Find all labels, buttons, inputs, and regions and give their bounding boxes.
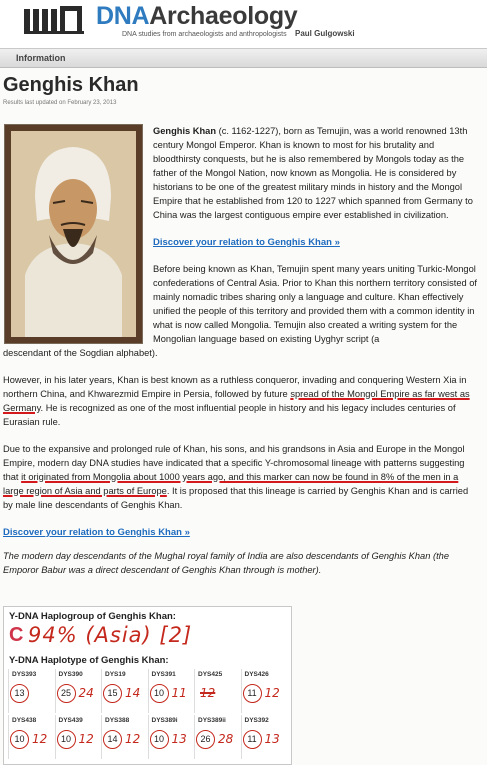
dys-marker-label: DYS438 — [12, 717, 37, 724]
highlighted-marker-origin: it originated from Mongolia about 1000 years ago, and this marker can now be found in 8% of the men in a large region of Asia and parts of Europe — [3, 472, 459, 496]
dys-marker-label: DYS391 — [151, 671, 176, 678]
haplotype-cell — [194, 715, 239, 759]
early-life-paragraph-tail: descendant of the Sogdian alphabet). — [3, 348, 158, 358]
handwritten-haplogroup-note: 94% (Asia) [2] — [28, 623, 193, 647]
early-life-paragraph: Before being known as Khan, Temujin spent many years uniting Turkic-Mongol confederations of Central Asia. Prior to Khan this northern territory consisted of mainly nomadic tribes sharing only a language and culture. Khan effectively unified the people of this territory and provided them with a common identity in what is now called Mongolia. Temujin also created a writing system for the Mongolian language based on existing Uyghyr script (a — [153, 264, 478, 344]
handwritten-dys-note: 12 — [32, 732, 48, 746]
discover-relation-link-1[interactable]: Discover your relation to Genghis Khan » — [153, 237, 340, 248]
site-tagline: DNA studies from archaeologists and anthropologists — [122, 31, 287, 38]
haplotype-cell — [8, 669, 53, 713]
columns-logo-icon — [24, 6, 92, 34]
dys-marker-value: 10 — [10, 730, 29, 749]
highlighted-empire-extent: spread of the Mongol Empire as far west as Germany — [3, 389, 470, 413]
handwritten-dys-note: 28 — [218, 732, 234, 746]
handwritten-dys-note: 12 — [125, 732, 141, 746]
dys-marker-label: DYS392 — [244, 717, 269, 724]
site-logo[interactable]: DNAArchaeology — [96, 2, 298, 30]
haplotype-cell — [241, 715, 286, 759]
dys-marker-label: DYS19 — [105, 671, 126, 678]
mughal-paragraph: The modern day descendants of the Mughal royal family of India are also descendants of Genghis Khan (the Emporor Babur was a direct descendant of Genghis Khan through is mother). — [3, 551, 450, 575]
haplotype-cell — [8, 715, 53, 759]
dys-marker-label: DYS426 — [244, 671, 269, 678]
discover-relation-link-2[interactable]: Discover your relation to Genghis Khan » — [3, 527, 190, 538]
haplotype-cell — [55, 669, 100, 713]
dys-marker-value: 10 — [150, 684, 169, 703]
handwritten-dys-note: 12 — [78, 732, 94, 746]
handwritten-dys-note: 13 — [264, 732, 280, 746]
conquest-paragraph: However, in his later years, Khan is best known as a ruthless conqueror, invading and conquering Western Xia in northern China, and Khwarezmid Empire in Persia, followed by future spread of the Mongol Empire as far west as Germany. He is recognized as one of the most influential people in history and his legacy includes centuries of Eurasian rule. — [3, 375, 470, 427]
site-header — [0, 0, 487, 66]
dys-marker-label: DYS393 — [12, 671, 37, 678]
dys-marker-value: 10 — [57, 730, 76, 749]
author-name[interactable]: Paul Gulgowski — [295, 29, 355, 38]
last-updated: Results last updated on February 23, 2013 — [3, 100, 117, 106]
haplotype-cell — [101, 669, 146, 713]
handwritten-dys-note: 11 — [171, 686, 187, 700]
dna-paragraph: Due to the expansive and prolonged rule of Khan, his sons, and his grandsons in Asia and Europe in the Mongol Empire, modern day DNA studies have indicated that a specific Y-chromosomal lineage with patterns suggesting that it originated from Mongolia about 1000 years ago, and this marker can now be found in 8% of the men in a large region of Asia and parts of Europe. It is proposed that this lineage is carried by Genghis Khan and is carried by male line descendants of Genghis Khan. — [3, 444, 469, 510]
handwritten-dys-note: 12 — [200, 686, 216, 700]
haplotype-row — [8, 669, 288, 713]
dys-marker-label: DYS425 — [198, 671, 223, 678]
nav-item-information[interactable]: Information — [16, 53, 66, 63]
haplogroup-title: Y-DNA Haplogroup of Genghis Khan: — [9, 611, 176, 622]
haplotype-cell — [241, 669, 286, 713]
dys-marker-label: DYS388 — [105, 717, 130, 724]
haplotype-row — [8, 715, 288, 759]
handwritten-dys-note: 12 — [264, 686, 280, 700]
haplotype-title: Y-DNA Haplotype of Genghis Khan: — [9, 655, 169, 666]
dys-marker-value: 25 — [57, 684, 76, 703]
handwritten-dys-note: 24 — [78, 686, 94, 700]
intro-paragraph: Genghis Khan (c. 1162-1227), born as Temujin, was a world renowned 13th century Mongol Emperor. Khan is known to most for his brutality and bloodthirsty conquests, but he is also remembered by Mongols today as the father of the Mongol Nation, now known as Mongolia. He is considered by historians to be one of the greatest military minds in history and the Mongol Empire that he established from 120 to 1227 which spanned from Germany to China was the largest contiguous empire ever established in civilization. — [153, 126, 473, 220]
dys-marker-value: 26 — [196, 730, 215, 749]
dys-marker-value: 10 — [150, 730, 169, 749]
haplotype-cell — [101, 715, 146, 759]
genghis-khan-portrait — [4, 124, 143, 344]
handwritten-dys-note: 14 — [125, 686, 141, 700]
dys-marker-value: 11 — [243, 730, 262, 749]
haplogroup-card — [3, 606, 292, 765]
dys-marker-value: 15 — [103, 684, 122, 703]
page-title: Genghis Khan — [3, 74, 139, 96]
dys-marker-value: 13 — [10, 684, 29, 703]
haplotype-cell — [148, 669, 193, 713]
dys-marker-label: DYS389ii — [198, 717, 226, 724]
haplogroup-value: C — [9, 624, 24, 646]
nav-bar — [0, 48, 487, 68]
handwritten-dys-note: 13 — [171, 732, 187, 746]
dys-marker-label: DYS389i — [151, 717, 178, 724]
haplotype-cell — [148, 715, 193, 759]
dys-marker-value: 14 — [103, 730, 122, 749]
haplotype-cell — [194, 669, 239, 713]
dys-marker-label: DYS390 — [58, 671, 83, 678]
haplotype-cell — [55, 715, 100, 759]
dys-marker-label: DYS439 — [58, 717, 83, 724]
dys-marker-value: 11 — [243, 684, 262, 703]
